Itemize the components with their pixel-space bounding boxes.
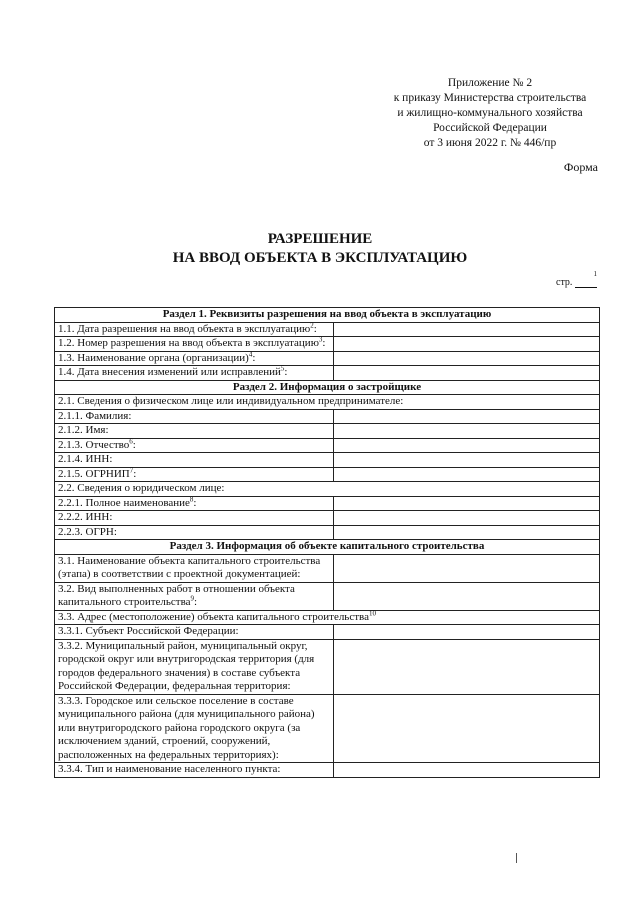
appendix-line-2: к приказу Министерства строительства (393, 92, 587, 104)
appendix-line-5: от 3 июня 2022 г. № 446/пр (423, 137, 557, 149)
row-label-2-1: 2.1. Сведения о физическом лице или индивидуальном предпринимателе: (55, 395, 600, 410)
row-label-1-2: 1.2. Номер разрешения на ввод объекта в эксплуатацию$^3$: (55, 337, 334, 352)
company-inn-field[interactable] (334, 511, 600, 526)
row-label-1-1: 1.1. Дата разрешения на ввод объекта в эксплуатацию$^2$: (55, 322, 334, 337)
row-label-2-2-1: 2.2.1. Полное наименование$^8$: (55, 496, 334, 511)
patronymic-field[interactable] (334, 438, 600, 453)
page-number-field[interactable]: 1 (575, 278, 597, 288)
ogrn-field[interactable] (334, 525, 600, 540)
region-field[interactable] (334, 625, 600, 640)
row-label-2-2: 2.2. Сведения о юридическом лице: (55, 482, 600, 497)
form-label: Форма (563, 160, 598, 174)
section-1-heading: Раздел 1. Реквизиты разрешения на ввод объекта в эксплуатацию (55, 308, 600, 323)
row-label-3-3-3: 3.3.3. Городское или сельское поселение в составе муниципального района (для муниципального района) или внутригородского района городского округа (за исключением зданий, строений, сооружений, расположенных на федеральных территориях): (55, 694, 334, 763)
section-3-heading: Раздел 3. Информация об объекте капитального строительства (55, 540, 600, 555)
document-title (0, 230, 640, 268)
row-label-3-3-2: 3.3.2. Муниципальный район, муниципальный округ, городской округ или внутригородская территория (для городов федерального значения) в составе субъекта Российской Федерации, федеральная территория: (55, 639, 334, 694)
surname-field[interactable] (334, 409, 600, 424)
appendix-line-1: Приложение № 2 (447, 77, 533, 89)
row-label-2-1-2: 2.1.2. Имя: (55, 424, 334, 439)
municipal-district-field[interactable] (334, 639, 600, 694)
issuing-authority-field[interactable] (334, 351, 600, 366)
amendment-date-field[interactable] (334, 366, 600, 381)
row-label-1-3: 1.3. Наименование органа (организации)$^4$: (55, 351, 334, 366)
row-label-1-4: 1.4. Дата внесения изменений или исправлений$^5$: (55, 366, 334, 381)
row-label-3-2: 3.2. Вид выполненных работ в отношении объекта капитального строительства$^9$: (55, 582, 334, 610)
title-line-1: РАЗРЕШЕНИЕ (267, 231, 373, 247)
page-number (556, 270, 597, 288)
appendix-line-3: и жилищно-коммунального хозяйства (397, 107, 583, 119)
locality-field[interactable] (334, 763, 600, 778)
row-label-2-2-2: 2.2.2. ИНН: (55, 511, 334, 526)
appendix-line-4: Российской Федерации (433, 122, 547, 134)
row-label-3-1: 3.1. Наименование объекта капитального строительства (этапа) в соответствии с проектной документацией: (55, 554, 334, 582)
settlement-field[interactable] (334, 694, 600, 763)
row-label-2-1-5: 2.1.5. ОГРНИП$^7$: (55, 467, 334, 482)
page-label: стр. (556, 277, 573, 288)
first-name-field[interactable] (334, 424, 600, 439)
scan-mark (516, 853, 517, 863)
company-name-field[interactable] (334, 496, 600, 511)
work-type-field[interactable] (334, 582, 600, 610)
title-line-2: НА ВВОД ОБЪЕКТА В ЭКСПЛУАТАЦИЮ (172, 250, 468, 266)
ogrnip-field[interactable] (334, 467, 600, 482)
row-label-2-1-1: 2.1.1. Фамилия: (55, 409, 334, 424)
permit-form-table (54, 307, 600, 778)
row-label-2-1-4: 2.1.4. ИНН: (55, 453, 334, 468)
permit-number-field[interactable] (334, 337, 600, 352)
permit-date-field[interactable] (334, 322, 600, 337)
section-2-heading: Раздел 2. Информация о застройщике (55, 380, 600, 395)
row-label-3-3-1: 3.3.1. Субъект Российской Федерации: (55, 625, 334, 640)
row-label-2-1-3: 2.1.3. Отчество$^6$: (55, 438, 334, 453)
row-label-3-3: 3.3. Адрес (местоположение) объекта капитального строительства$^{10}$ (55, 610, 600, 625)
individual-inn-field[interactable] (334, 453, 600, 468)
appendix-header (380, 76, 600, 151)
object-name-field[interactable] (334, 554, 600, 582)
row-label-3-3-4: 3.3.4. Тип и наименование населенного пункта: (55, 763, 334, 778)
row-label-2-2-3: 2.2.3. ОГРН: (55, 525, 334, 540)
